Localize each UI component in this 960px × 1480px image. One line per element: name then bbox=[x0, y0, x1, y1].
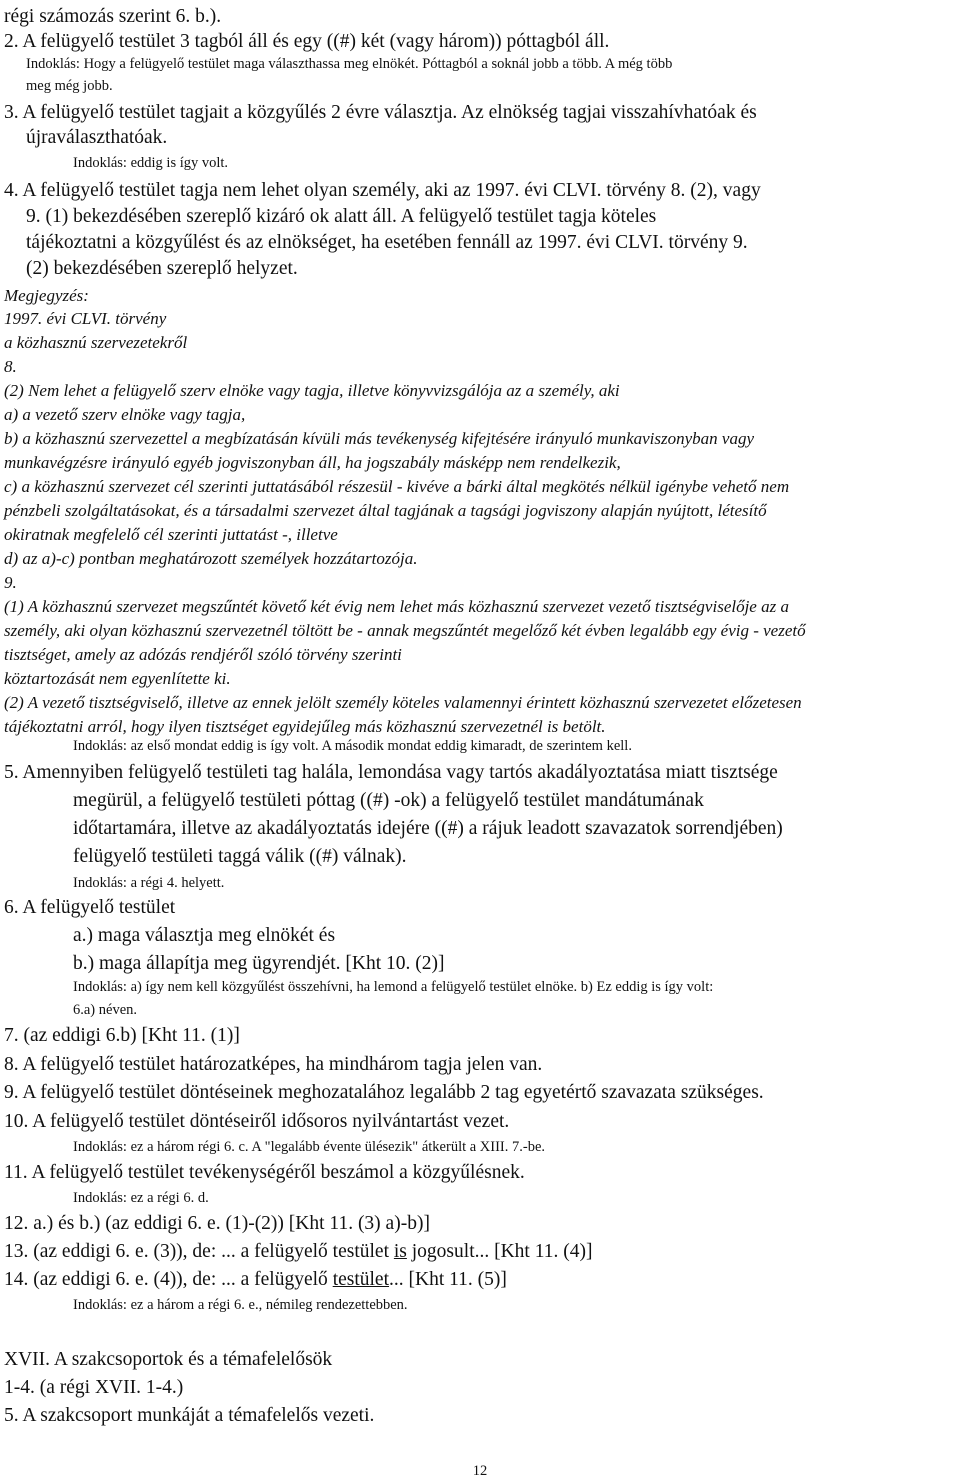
note-line: tisztséget, amely az adózás rendjéről szóló törvény szerinti bbox=[4, 645, 402, 664]
note-line: (1) A közhasznú szervezet megszűntét követő két évig nem lehet más közhasznú szervezet vezető tisztségviselője az a bbox=[4, 597, 789, 616]
text-fragment: ... [Kht 11. (5)] bbox=[389, 1269, 507, 1290]
justification-line: meg még jobb. bbox=[26, 78, 113, 94]
text-line: 7. (az eddigi 6.b) [Kht 11. (1)] bbox=[4, 1025, 240, 1046]
note-line: munkavégzésre irányuló egyéb jogviszonyban áll, ha jogszabály másképp nem rendelkezik, bbox=[4, 453, 621, 472]
text-line: megürül, a felügyelő testületi póttag ((#) -ok) a felügyelő testület mandátumának bbox=[73, 790, 704, 811]
text-line: régi számozás szerint 6. b.). bbox=[4, 6, 222, 27]
justification-line: 6.a) néven. bbox=[73, 1002, 138, 1018]
text-line: a.) maga választja meg elnökét és bbox=[73, 925, 336, 946]
text-line: 8. A felügyelő testület határozatképes, ha mindhárom tagja jelen van. bbox=[4, 1054, 543, 1075]
text-fragment: 13. (az eddigi 6. e. (3)), de: ... a felügyelő testület bbox=[4, 1241, 394, 1262]
text-line bbox=[4, 103, 954, 123]
text-line: 12. a.) és b.) (az eddigi 6. e. (1)-(2)) [Kht 11. (3) a)-b)] bbox=[4, 1213, 430, 1234]
note-line: b) a közhasznú szervezettel a megbízatásán kívüli más tevékenység kifejtésére irányuló munkaviszonyban vagy bbox=[4, 429, 755, 448]
note-line: d) az a)-c) pontban meghatározott személyek hozzátartozója. bbox=[4, 549, 418, 568]
note-line: pénzbeli szolgáltatásokat, és a társadalmi szervezet által tagjának a tagsági jogviszony alapján nyújtott, létesítő bbox=[4, 501, 767, 520]
text-line: tájékoztatni a közgyűlést és az elnökséget, ha esetében fennáll az 1997. évi CLVI. törvény 9. bbox=[26, 232, 748, 253]
text-line bbox=[4, 1270, 507, 1290]
section-heading: XVII. A szakcsoportok és a témafelelősök bbox=[4, 1349, 333, 1370]
note-line: köztartozását nem egyenlítette ki. bbox=[4, 669, 231, 688]
text-line: b.) maga állapítja meg ügyrendjét. [Kht 10. (2)] bbox=[73, 953, 445, 974]
text-fragment: 3. A felügyelő testület tagjait a közgyűlés 2 évre választja. Az elnökség tagjai visszahívhatóak és bbox=[4, 102, 757, 123]
text-line: felügyelő testületi taggá válik ((#) válnak). bbox=[73, 846, 407, 867]
text-line: 11. A felügyelő testület tevékenységéről beszámol a közgyűlésnek. bbox=[4, 1162, 525, 1183]
justification-line: Indoklás: ez a három a régi 6. e., némileg rendezettebben. bbox=[73, 1297, 408, 1313]
note-line: 1997. évi CLVI. törvény bbox=[4, 309, 167, 328]
note-line: 8. bbox=[4, 357, 17, 376]
underlined-word: is bbox=[393, 1241, 407, 1262]
note-line: a) a vezető szerv elnöke vagy tagja, bbox=[4, 405, 246, 424]
justification-line: Indoklás: ez a régi 6. d. bbox=[73, 1190, 209, 1206]
note-line: okiratnak megfelelő cél szerinti juttatást -, illetve bbox=[4, 525, 338, 544]
underlined-word: testület bbox=[332, 1269, 390, 1290]
text-line: 9. A felügyelő testület döntéseinek meghozatalához legalább 2 tag egyetértő szavazata szükséges. bbox=[4, 1082, 764, 1103]
justification-line: Indoklás: a) így nem kell közgyűlést összehívni, ha lemond a felügyelő testület elnöke. b) Ez eddig is így volt: bbox=[73, 979, 714, 995]
text-line: 4. A felügyelő testület tagja nem lehet olyan személy, aki az 1997. évi CLVI. törvény 8. (2), vagy bbox=[4, 180, 761, 201]
note-line: 9. bbox=[4, 573, 17, 592]
justification-line: Indoklás: ez a három régi 6. c. A "legalább évente ülésezik" átkerült a XIII. 7.-be. bbox=[73, 1139, 546, 1155]
justification-line: Indoklás: eddig is így volt. bbox=[73, 155, 229, 171]
text-line: 10. A felügyelő testület döntéseiről idősoros nyilvántartást vezet. bbox=[4, 1111, 510, 1132]
justification-line: Indoklás: a régi 4. helyett. bbox=[73, 875, 225, 891]
page-number: 12 bbox=[472, 1463, 488, 1479]
text-line: 5. Amennyiben felügyelő testületi tag halála, lemondása vagy tartós akadályoztatása miatt tisztsége bbox=[4, 762, 778, 783]
justification-line: Indoklás: Hogy a felügyelő testület maga választhassa meg elnökét. Póttagból a soknál jobb a több. A még több bbox=[26, 56, 673, 72]
text-fragment: 14. (az eddigi 6. e. (4)), de: ... a felügyelő bbox=[4, 1269, 333, 1290]
note-heading: Megjegyzés: bbox=[4, 286, 89, 305]
justification-line: Indoklás: az első mondat eddig is így volt. A második mondat eddig kimaradt, de szerintem kell. bbox=[73, 738, 632, 754]
text-line: (2) bekezdésében szereplő helyzet. bbox=[26, 258, 298, 279]
text-line: 2. A felügyelő testület 3 tagból áll és egy ((#) két (vagy három)) póttagból áll. bbox=[4, 31, 610, 52]
text-line: 5. A szakcsoport munkáját a témafelelős vezeti. bbox=[4, 1405, 375, 1426]
note-line: (2) Nem lehet a felügyelő szerv elnöke vagy tagja, illetve könyvvizsgálója az a személy, aki bbox=[4, 381, 620, 400]
text-line bbox=[4, 1242, 592, 1262]
note-line: tájékoztatni arról, hogy ilyen tisztséget egyidejűleg más közhasznú szervezetnél is betölt. bbox=[4, 717, 606, 736]
note-line: a közhasznú szervezetekről bbox=[4, 333, 188, 352]
text-line: 1-4. (a régi XVII. 1-4.) bbox=[4, 1377, 184, 1398]
text-line: 6. A felügyelő testület bbox=[4, 897, 176, 918]
text-line: időtartamára, illetve az akadályoztatás idejére ((#) a rájuk leadott szavazatok sorrendjében) bbox=[73, 818, 783, 839]
note-line: (2) A vezető tisztségviselő, illetve az ennek jelölt személy köteles valamennyi érintett közhasznú szervezetet előzetesen bbox=[4, 693, 802, 712]
text-line: újraválaszthatóak. bbox=[26, 127, 168, 148]
note-line: c) a közhasznú szervezet cél szerinti juttatásából részesül - kivéve a bárki által megkötés nélkül igénybe vehető nem bbox=[4, 477, 790, 496]
text-line: 9. (1) bekezdésében szereplő kizáró ok alatt áll. A felügyelő testület tagja köteles bbox=[26, 206, 657, 227]
note-line: személy, aki olyan közhasznú szervezetnél töltött be - annak megszűntét megelőző két évben legalább egy évig - vezető bbox=[4, 621, 806, 640]
text-fragment: jogosult... [Kht 11. (4)] bbox=[406, 1241, 593, 1262]
